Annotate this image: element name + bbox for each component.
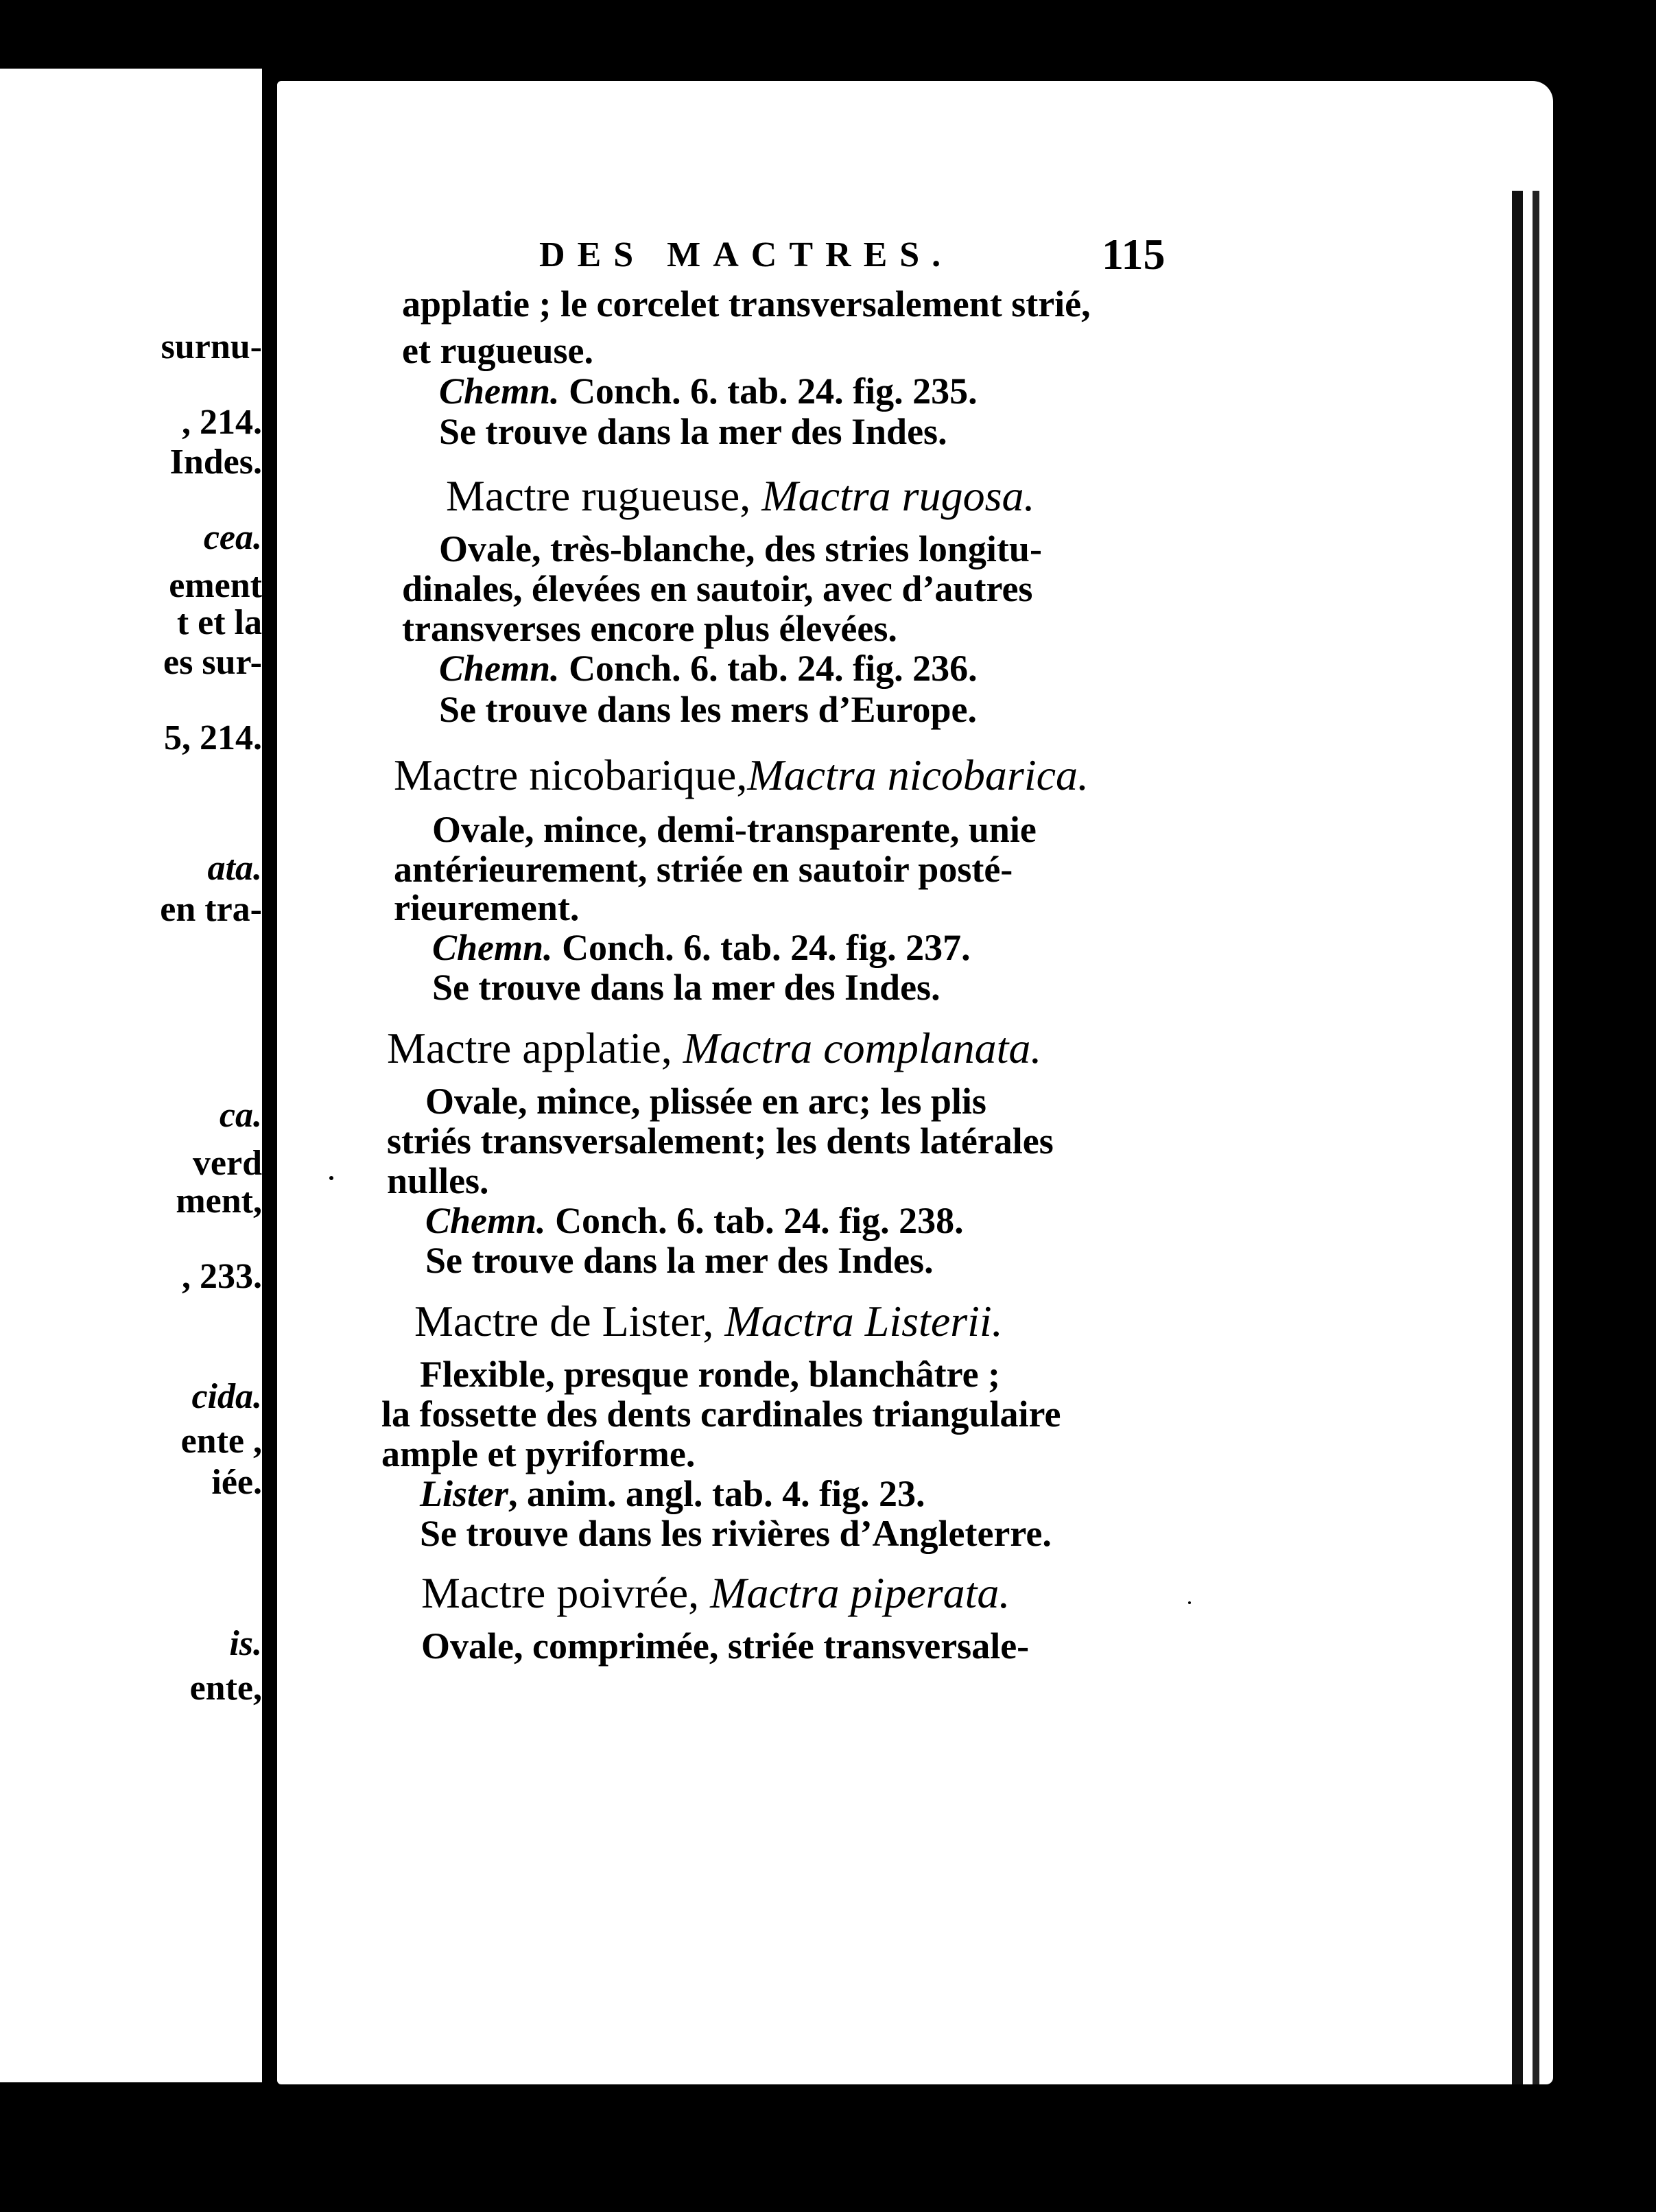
page-edge	[1533, 191, 1539, 2084]
reference-line	[432, 929, 971, 966]
left-line: is.	[229, 1624, 262, 1663]
reference-line	[439, 650, 978, 687]
left-line: ente,	[189, 1669, 262, 1708]
locality-line: Se trouve dans la mer des Indes.	[432, 967, 941, 1008]
running-head: DES MACTRES.	[539, 235, 954, 274]
left-line: ement	[169, 566, 262, 605]
left-page	[0, 69, 262, 2082]
reference-author: Chemn.	[432, 927, 553, 968]
species-latin-name: Mactra nicobarica.	[747, 751, 1089, 799]
species-heading	[421, 1568, 1010, 1617]
left-line: ment,	[176, 1181, 262, 1221]
locality-line: Se trouve dans la mer des Indes.	[439, 411, 947, 452]
reference-text: , anim. angl. tab. 4. fig. 23.	[508, 1473, 925, 1514]
reference-author: Chemn.	[425, 1200, 546, 1241]
left-line: iée.	[211, 1463, 262, 1502]
species-french-name: Mactre nicobarique,	[394, 751, 748, 799]
species-latin-name: Mactra Listerii.	[724, 1297, 1003, 1345]
ink-speck	[329, 1176, 333, 1180]
text-line: striés transversalement; les dents latérales	[387, 1120, 1054, 1162]
reference-author: Lister	[420, 1473, 508, 1514]
species-french-name: Mactre applatie,	[387, 1024, 672, 1072]
left-line: ata.	[207, 849, 262, 888]
reference-text: Conch. 6. tab. 24. fig. 238.	[545, 1200, 964, 1241]
text-line: antérieurement, striée en sautoir posté-	[394, 849, 1013, 890]
reference-text: Conch. 6. tab. 24. fig. 237.	[552, 927, 971, 968]
locality-line: Se trouve dans les mers d’Europe.	[439, 689, 978, 730]
reference-text: Conch. 6. tab. 24. fig. 236.	[559, 648, 978, 689]
locality-line: Se trouve dans la mer des Indes.	[425, 1240, 934, 1281]
reference-text: Conch. 6. tab. 24. fig. 235.	[559, 370, 978, 412]
left-line: verd	[192, 1144, 262, 1183]
text-line: la fossette des dents cardinales triangulaire	[381, 1393, 1061, 1435]
locality-line: Se trouve dans les rivières d’Angleterre.	[420, 1513, 1052, 1554]
text-line: et rugueuse.	[402, 330, 593, 371]
species-heading	[414, 1299, 1003, 1343]
reference-author: Chemn.	[439, 370, 560, 412]
page-edge	[1512, 191, 1523, 2084]
left-line: Indes.	[169, 443, 262, 482]
text-line: Ovale, mince, plissée en arc; les plis	[425, 1081, 986, 1122]
species-heading	[387, 1026, 1041, 1070]
text-line: Flexible, presque ronde, blanchâtre ;	[420, 1354, 1001, 1395]
left-line: cida.	[191, 1377, 262, 1416]
species-french-name: Mactre de Lister,	[414, 1297, 714, 1345]
text-line: transverses encore plus élevées.	[402, 608, 897, 649]
text-line: Ovale, mince, demi-transparente, unie	[432, 809, 1037, 850]
text-line: nulles.	[387, 1160, 489, 1201]
left-line: , 233.	[182, 1257, 262, 1296]
left-line: ca.	[219, 1096, 262, 1135]
left-line: surnu-	[161, 327, 262, 366]
reference-line	[425, 1202, 964, 1239]
reference-line	[420, 1475, 925, 1512]
reference-author: Chemn.	[439, 648, 560, 689]
species-heading	[394, 753, 1089, 797]
left-line: t et la	[176, 603, 262, 642]
species-latin-name: Mactra complanata.	[683, 1024, 1042, 1072]
left-line: 5, 214.	[164, 718, 262, 757]
right-page	[277, 81, 1553, 2084]
species-french-name: Mactre poivrée,	[421, 1568, 700, 1617]
left-line: en tra-	[160, 890, 262, 929]
text-line: ample et pyriforme.	[381, 1433, 696, 1474]
left-line: cea.	[203, 518, 262, 557]
left-line: , 214.	[182, 403, 262, 442]
text-line: dinales, élevées en sautoir, avec d’autres	[402, 568, 1033, 609]
species-french-name: Mactre rugueuse,	[446, 471, 751, 520]
text-line: applatie ; le corcelet transversalement strié,	[402, 283, 1091, 325]
reference-line	[439, 370, 978, 412]
page-number: 115	[1102, 230, 1166, 279]
species-latin-name: Mactra piperata.	[710, 1568, 1010, 1617]
left-line: ente ,	[180, 1422, 262, 1461]
left-line: es sur-	[163, 643, 262, 682]
text-line: Ovale, très-blanche, des stries longitu-	[439, 528, 1042, 569]
text-line: rieurement.	[394, 887, 580, 928]
species-latin-name: Mactra rugosa.	[761, 471, 1035, 520]
text-line: Ovale, comprimée, striée transversale-	[421, 1625, 1030, 1667]
species-heading	[446, 471, 1035, 520]
ink-speck	[1188, 1601, 1191, 1604]
